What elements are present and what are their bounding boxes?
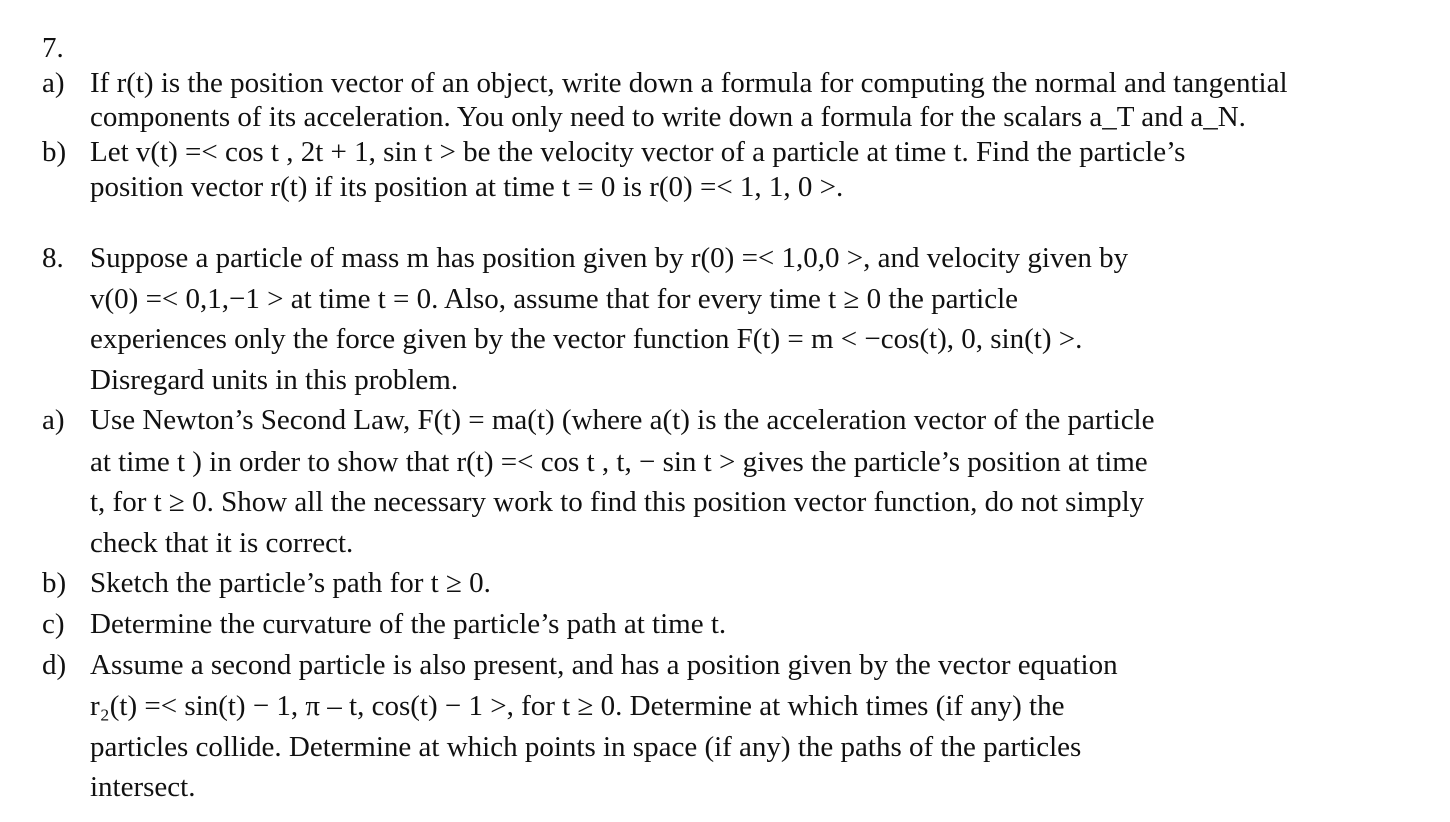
- problem-7a-line-2: components of its acceleration. You only need to write down a formula for the scalars a_T and a_N.: [90, 101, 1246, 133]
- problem-8d-line-3: particles collide. Determine at which points in space (if any) the paths of the particles: [90, 731, 1082, 763]
- problem-7-number: 7.: [42, 32, 64, 64]
- problem-8a-line-4: check that it is correct.: [90, 527, 354, 559]
- problem-8a-line-3: t, for t ≥ 0. Show all the necessary work to find this position vector function, do not simply: [90, 486, 1145, 518]
- problem-8a-line-1: Use Newton’s Second Law, F(t) = ma(t) (where a(t) is the acceleration vector of the particle: [90, 404, 1155, 436]
- problem-8b-label: b): [42, 567, 67, 599]
- problem-8a-line-2: at time t ) in order to show that r(t) =< cos t , t, − sin t > gives the particle’s position at time: [90, 446, 1148, 478]
- problem-7a-label: a): [42, 67, 65, 99]
- problem-8-intro-line-1: Suppose a particle of mass m has position given by r(0) =< 1,0,0 >, and velocity given by: [90, 242, 1129, 274]
- problem-7a-line-1: If r(t) is the position vector of an object, write down a formula for computing the normal and tangential: [90, 67, 1288, 99]
- problem-8-intro-line-2: v(0) =< 0,1,−1 > at time t = 0. Also, assume that for every time t ≥ 0 the particle: [90, 283, 1019, 315]
- problem-8c-label: c): [42, 608, 65, 640]
- problem-7b-line-1: Let v(t) =< cos t , 2t + 1, sin t > be the velocity vector of a particle at time t. Find the particle’s: [90, 136, 1186, 168]
- problem-7b-label: b): [42, 136, 67, 168]
- problem-8c-line-1: Determine the curvature of the particle’s path at time t.: [90, 608, 727, 640]
- problem-8-intro-line-3: experiences only the force given by the vector function F(t) = m < −cos(t), 0, sin(t) >.: [90, 323, 1083, 355]
- problem-7b-line-2: position vector r(t) if its position at time t = 0 is r(0) =< 1, 1, 0 >.: [90, 171, 844, 203]
- problem-8d-line-1: Assume a second particle is also present, and has a position given by the vector equation: [90, 649, 1118, 681]
- problem-8a-label: a): [42, 404, 65, 436]
- problem-8-intro-line-4: Disregard units in this problem.: [90, 364, 459, 396]
- problem-8d-label: d): [42, 649, 67, 681]
- problem-8b-line-1: Sketch the particle’s path for t ≥ 0.: [90, 567, 491, 599]
- problem-8-number: 8.: [42, 242, 64, 274]
- problem-8d-line-2: r₂(t) =< sin(t) − 1, π – t, cos(t) − 1 >, for t ≥ 0. Determine at which times (if any) the: [90, 690, 1065, 722]
- problem-8d-line-4: intersect.: [90, 771, 196, 803]
